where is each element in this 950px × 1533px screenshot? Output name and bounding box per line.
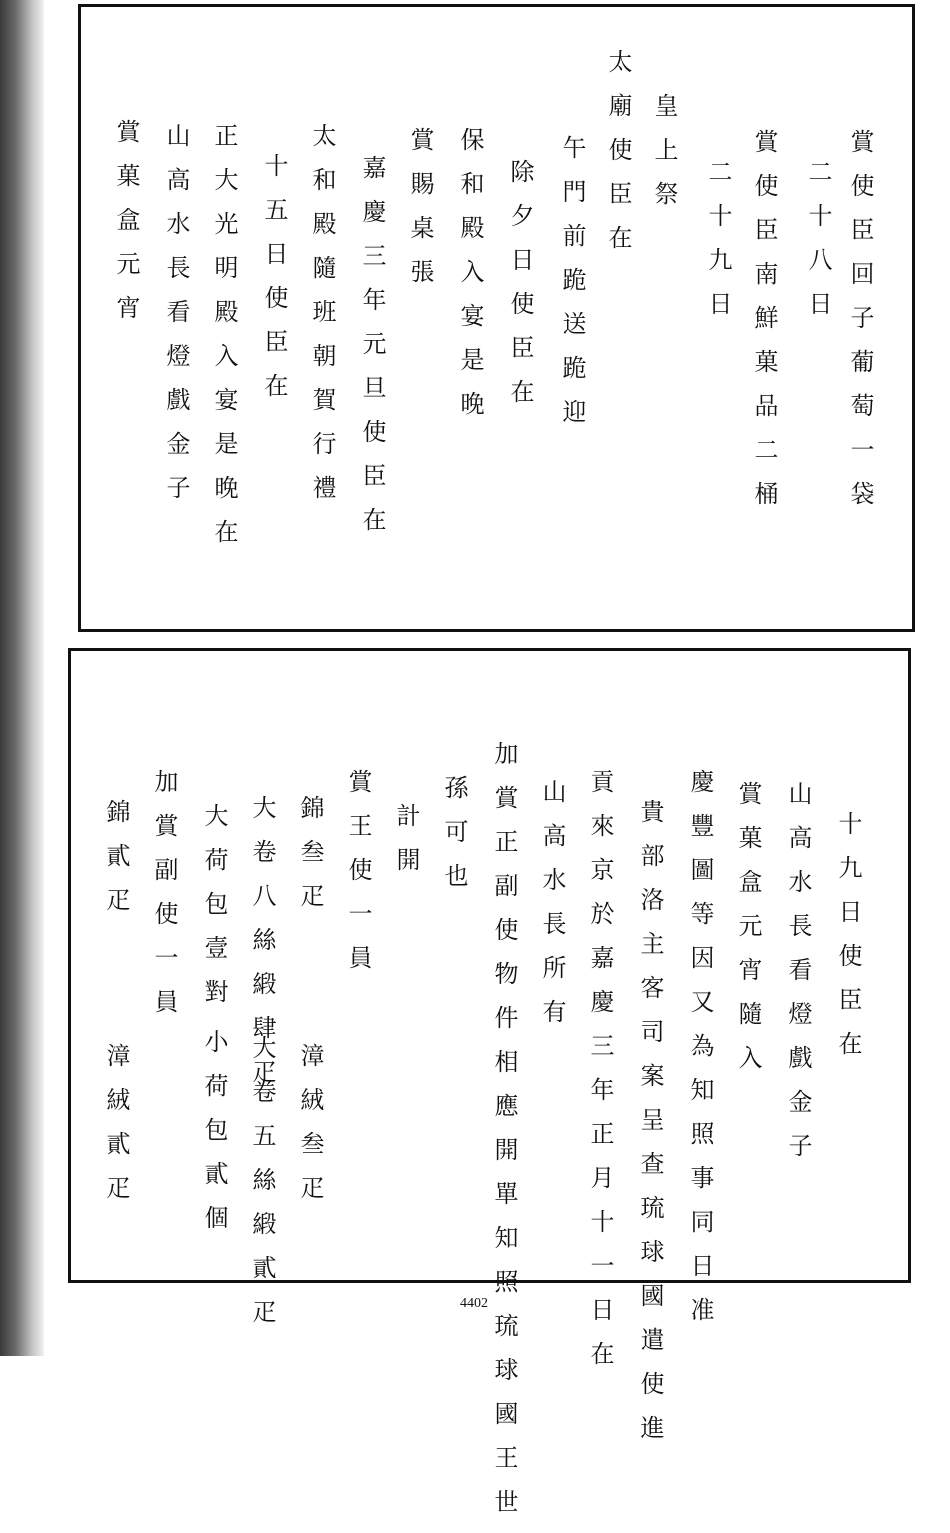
- text-column: 大荷包壹對: [200, 803, 228, 1023]
- text-column: 二十八日: [804, 159, 832, 335]
- text-column: 貴部洛主客司案呈查琉球國遣使進: [636, 799, 664, 1459]
- text-column: 大卷八絲緞肆疋: [248, 795, 276, 1103]
- book-spine-shadow: [0, 0, 44, 1356]
- text-column: 正大光明殿入宴是晚在: [210, 123, 238, 563]
- text-column: 山高水長所有: [538, 779, 566, 1043]
- text-column: 錦叁疋: [296, 795, 324, 927]
- text-column: 午門前跪送跪迎: [558, 135, 586, 443]
- text-column: 嘉慶三年元旦使臣在: [358, 155, 386, 551]
- text-column: 山高水長看燈戲金子: [784, 781, 812, 1177]
- text-column: 太廟使臣在: [604, 49, 632, 269]
- text-column: 貢來京於嘉慶三年正月十一日在: [586, 769, 614, 1385]
- text-column: 山高水長看燈戲金子: [162, 123, 190, 519]
- text-column: 計開: [392, 803, 420, 891]
- text-column: 慶豐圖等因又為知照事同日准: [686, 769, 714, 1341]
- text-column: 大卷五絲緞貳疋: [248, 1035, 276, 1343]
- text-column: 十九日使臣在: [834, 811, 862, 1075]
- text-column: 保和殿入宴是晚: [456, 127, 484, 435]
- text-column: 錦貳疋: [102, 799, 130, 931]
- text-column: 漳絨叁疋: [296, 1043, 324, 1219]
- text-column: 太和殿隨班朝賀行禮: [308, 123, 336, 519]
- text-column: 漳絨貳疋: [102, 1043, 130, 1219]
- text-column: 賞使臣回子葡萄一袋: [846, 129, 874, 525]
- top-panel: [78, 4, 915, 632]
- text-column: 賞使臣南鮮菓品二桶: [750, 129, 778, 525]
- page-number: 4402: [460, 1296, 488, 1311]
- text-column: 小荷包貳個: [200, 1029, 228, 1249]
- text-column: 加賞正副使物件相應開單知照琉球國王世: [490, 741, 518, 1533]
- text-column: 皇上祭: [650, 93, 678, 225]
- text-column: 賞菓盒元宵隨入: [734, 781, 762, 1089]
- text-column: 賞王使一員: [344, 769, 372, 989]
- text-column: 十五日使臣在: [260, 153, 288, 417]
- text-column: 孫可也: [440, 775, 468, 907]
- text-column: 加賞副使一員: [150, 769, 178, 1033]
- text-column: 賞賜桌張: [406, 127, 434, 303]
- text-column: 賞菓盒元宵: [112, 119, 140, 339]
- text-column: 除夕日使臣在: [506, 159, 534, 423]
- text-column: 二十九日: [704, 159, 732, 335]
